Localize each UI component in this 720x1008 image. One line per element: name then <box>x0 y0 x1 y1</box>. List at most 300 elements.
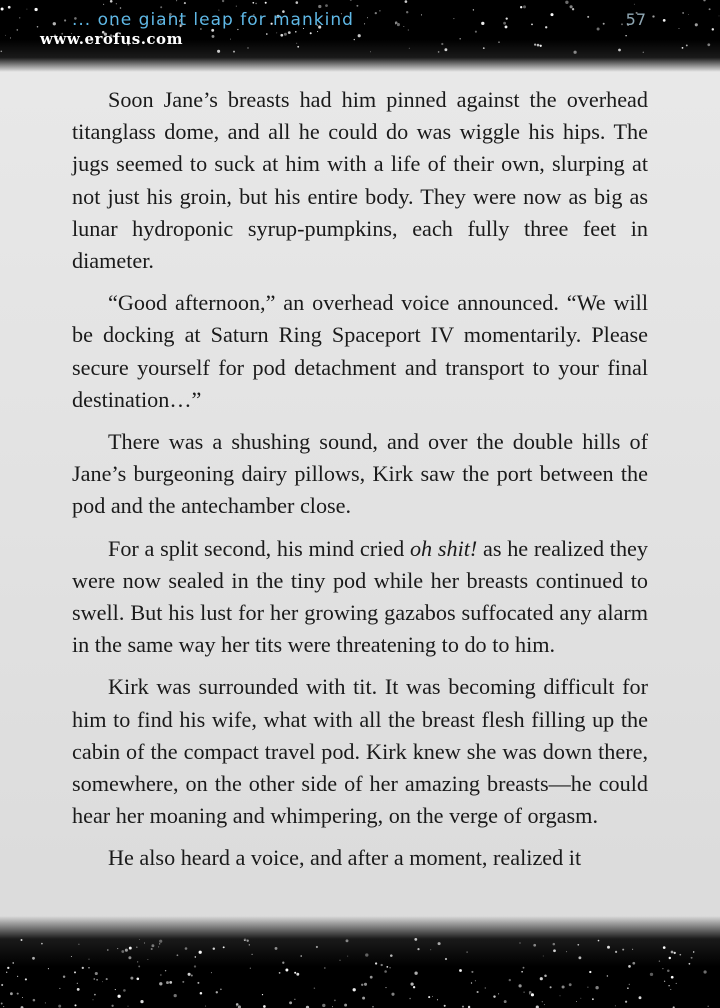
star <box>358 34 361 37</box>
star <box>151 944 154 947</box>
star <box>288 31 291 34</box>
star <box>185 947 188 950</box>
star <box>477 991 479 993</box>
star <box>121 950 124 953</box>
star <box>679 954 681 956</box>
star <box>151 948 153 950</box>
star <box>353 988 356 991</box>
star <box>509 979 511 981</box>
paragraph-text: For a split second, his mind cried <box>108 535 410 561</box>
star <box>504 1000 507 1003</box>
star <box>205 1006 206 1007</box>
star <box>16 29 18 31</box>
star <box>386 966 388 968</box>
star <box>284 33 287 36</box>
star <box>395 21 398 24</box>
star <box>615 1006 616 1007</box>
star <box>560 995 561 996</box>
star <box>569 983 572 986</box>
star <box>249 944 250 945</box>
star <box>244 940 245 941</box>
star <box>639 996 642 999</box>
star <box>632 949 633 950</box>
star <box>176 0 177 1</box>
star <box>188 973 191 976</box>
star <box>691 957 693 959</box>
star <box>117 995 120 998</box>
star <box>473 9 474 10</box>
star <box>22 997 23 998</box>
star <box>262 994 263 995</box>
star <box>573 51 576 54</box>
star <box>26 9 27 10</box>
star <box>576 1001 577 1002</box>
star <box>140 1000 143 1003</box>
star <box>459 38 461 40</box>
star <box>370 976 373 979</box>
star <box>445 958 447 960</box>
star <box>82 967 84 969</box>
star <box>111 1005 113 1007</box>
star <box>543 955 544 956</box>
star <box>466 951 467 952</box>
star <box>550 13 553 16</box>
star <box>33 999 36 1002</box>
star <box>222 0 224 2</box>
star <box>540 45 542 47</box>
star <box>107 949 109 951</box>
paragraph: There was a shushing sound, and over the double hills of Jane’s burgeoning dairy pillows, Kirk saw the port between the pod and the antechamber close. <box>72 429 648 519</box>
footer-starfield-band <box>0 916 720 1008</box>
star <box>138 965 140 967</box>
star <box>598 940 600 942</box>
star <box>344 1004 347 1007</box>
star <box>166 981 169 984</box>
star <box>5 35 6 36</box>
star <box>498 41 499 42</box>
star <box>12 962 13 963</box>
running-head: ... one giant leap for mankind <box>72 10 354 30</box>
star <box>0 50 2 52</box>
star <box>159 943 160 944</box>
star <box>364 23 365 24</box>
star <box>63 976 65 978</box>
star <box>93 978 95 980</box>
star <box>58 1005 61 1008</box>
star <box>102 981 103 982</box>
star <box>236 6 237 7</box>
star <box>531 24 533 26</box>
star <box>10 37 11 38</box>
star <box>570 5 573 8</box>
star <box>669 957 671 959</box>
star <box>668 985 669 986</box>
star <box>77 988 80 991</box>
star <box>250 968 251 969</box>
star <box>296 43 297 44</box>
star <box>529 993 530 994</box>
star <box>475 980 476 981</box>
star <box>650 973 653 976</box>
star <box>1 8 4 11</box>
star <box>411 983 414 986</box>
star <box>643 52 644 53</box>
star <box>182 981 184 983</box>
star <box>1 984 3 986</box>
star <box>381 964 383 966</box>
star <box>136 946 138 948</box>
star <box>676 983 677 984</box>
star <box>542 1001 543 1002</box>
star <box>506 17 508 19</box>
star <box>7 967 9 969</box>
star <box>523 5 526 8</box>
star <box>580 998 581 999</box>
star <box>197 982 199 984</box>
star <box>364 983 367 986</box>
star <box>589 971 591 973</box>
star <box>703 0 705 1</box>
star <box>503 22 506 25</box>
star <box>216 991 218 993</box>
star <box>406 11 408 13</box>
star <box>137 961 138 962</box>
star <box>597 28 600 31</box>
star <box>693 951 694 952</box>
star <box>71 956 72 957</box>
star <box>379 10 381 12</box>
star <box>280 34 283 37</box>
star <box>95 972 98 975</box>
star <box>695 23 698 26</box>
star <box>25 978 27 980</box>
star <box>553 943 556 946</box>
star <box>632 962 635 965</box>
star <box>322 1004 325 1007</box>
star <box>618 49 621 52</box>
star <box>325 4 328 7</box>
star <box>263 1005 266 1008</box>
star <box>438 942 441 945</box>
star <box>523 991 525 993</box>
star <box>106 978 108 980</box>
star <box>289 1001 292 1004</box>
star <box>375 12 377 14</box>
star <box>493 995 495 997</box>
star <box>78 944 79 945</box>
site-watermark: www.erofus.com <box>40 30 183 48</box>
star <box>74 971 76 973</box>
star <box>670 989 671 990</box>
star <box>128 956 131 959</box>
star <box>566 951 567 952</box>
star <box>213 947 215 949</box>
star <box>627 987 629 989</box>
star <box>45 1002 46 1003</box>
star <box>578 956 581 959</box>
star <box>390 954 393 957</box>
star <box>409 998 411 1000</box>
star <box>139 939 140 940</box>
star <box>147 959 148 960</box>
star <box>212 35 215 38</box>
star <box>707 43 710 46</box>
star <box>318 5 321 8</box>
star <box>158 946 159 947</box>
star <box>314 987 315 988</box>
star <box>17 976 18 977</box>
star <box>704 970 707 973</box>
star <box>397 23 400 26</box>
star <box>356 5 358 7</box>
star <box>485 988 486 989</box>
star <box>220 988 222 990</box>
star <box>414 972 417 975</box>
star <box>310 32 312 34</box>
paragraph: “Good afternoon,” an overhead voice announced. “We will be docking at Saturn Ring Spaceport IV momentarily. Please secure yourself for pod detachment and transport to your final destination…” <box>72 290 648 412</box>
star <box>375 962 377 964</box>
star <box>6 972 7 973</box>
star <box>77 983 78 984</box>
star <box>252 2 254 4</box>
star <box>625 35 626 36</box>
star <box>251 954 252 955</box>
star <box>123 989 126 992</box>
star <box>621 23 623 25</box>
star <box>74 1004 76 1006</box>
star <box>159 982 162 985</box>
star <box>595 986 598 989</box>
star <box>719 15 720 16</box>
star <box>483 47 485 49</box>
star <box>689 963 691 965</box>
body-text <box>72 84 648 875</box>
star <box>671 951 674 954</box>
star <box>391 993 394 996</box>
star <box>116 3 117 4</box>
star <box>413 986 415 988</box>
star <box>165 970 166 971</box>
star <box>370 51 371 52</box>
star <box>346 939 349 942</box>
star <box>334 1000 336 1002</box>
star <box>159 940 162 943</box>
star <box>282 962 284 964</box>
star <box>255 3 256 4</box>
star <box>659 960 660 961</box>
star <box>682 47 684 49</box>
star <box>129 947 132 950</box>
star <box>223 946 225 948</box>
star <box>521 971 523 973</box>
star <box>361 984 363 986</box>
footer-stars <box>0 916 720 1008</box>
star <box>211 972 212 973</box>
star <box>553 949 556 952</box>
star <box>247 940 249 942</box>
star <box>296 1 299 4</box>
star <box>195 956 196 957</box>
star <box>110 0 113 3</box>
star <box>17 993 19 995</box>
star <box>37 26 39 28</box>
star <box>505 25 508 28</box>
paragraph: Kirk was surrounded with tit. It was becoming difficult for him to find his wife, what with all the breast flesh filling up the cabin of the compact travel pod. Kirk knew she was down there, somewhere, on the other side of her amazing breasts—he could hear her moaning and whimpering, on the verge of orgasm. <box>72 674 648 829</box>
star <box>279 972 281 974</box>
star <box>432 996 433 997</box>
star <box>48 968 49 969</box>
star <box>53 22 56 25</box>
star <box>430 949 431 950</box>
star <box>709 8 711 10</box>
star <box>587 16 589 18</box>
star <box>537 44 540 47</box>
star <box>266 33 268 35</box>
star <box>545 26 547 28</box>
star <box>324 967 326 969</box>
paragraph <box>72 533 648 662</box>
star <box>519 942 520 943</box>
star <box>519 984 522 987</box>
star <box>384 970 387 973</box>
star <box>414 938 417 941</box>
star <box>285 969 288 972</box>
star <box>317 31 318 32</box>
star <box>350 0 352 1</box>
star <box>662 968 663 969</box>
star <box>471 971 473 973</box>
star <box>59 988 60 989</box>
star <box>103 4 104 5</box>
header-starfield-band <box>0 0 720 72</box>
star <box>667 969 670 972</box>
star <box>295 31 297 33</box>
star <box>354 39 355 40</box>
star <box>365 953 368 956</box>
star <box>34 8 37 11</box>
star <box>544 975 547 978</box>
star <box>408 29 409 30</box>
star <box>572 8 574 10</box>
star <box>615 951 617 953</box>
star <box>32 957 35 960</box>
star <box>8 6 11 9</box>
star <box>405 0 408 3</box>
star <box>471 982 472 983</box>
italic-exclamation: oh shit! <box>409 535 478 561</box>
star <box>441 43 443 45</box>
star <box>475 31 477 33</box>
star <box>191 974 193 976</box>
star <box>533 944 536 947</box>
star <box>628 965 631 968</box>
star <box>629 984 630 985</box>
star <box>372 1006 374 1008</box>
star <box>607 946 610 949</box>
star <box>385 987 386 988</box>
star <box>428 996 430 998</box>
star <box>120 7 122 9</box>
star <box>438 51 440 53</box>
star <box>674 952 676 954</box>
star <box>64 19 66 21</box>
star <box>540 977 543 980</box>
star <box>276 32 277 33</box>
page-number: 57 <box>625 10 646 29</box>
star <box>19 17 20 18</box>
star <box>160 6 162 8</box>
star <box>622 949 624 951</box>
star <box>664 981 665 982</box>
star <box>117 948 118 949</box>
star <box>130 977 133 980</box>
star <box>498 993 499 994</box>
star <box>1 1003 3 1005</box>
star <box>523 967 525 969</box>
star <box>625 1001 627 1003</box>
star <box>652 15 654 17</box>
star <box>3 1006 4 1007</box>
star <box>550 986 552 988</box>
star <box>409 48 410 49</box>
star <box>88 959 89 960</box>
star <box>294 972 296 974</box>
star <box>529 991 532 994</box>
star <box>332 1006 333 1007</box>
star <box>444 48 447 51</box>
star <box>520 6 522 8</box>
star <box>362 997 365 1000</box>
star <box>682 12 683 13</box>
star <box>577 944 579 946</box>
star <box>177 954 179 956</box>
star <box>587 987 588 988</box>
star <box>127 1006 128 1007</box>
star <box>462 1006 464 1008</box>
star <box>481 22 484 25</box>
star <box>88 967 90 969</box>
star <box>96 979 97 980</box>
star <box>169 981 172 984</box>
star <box>712 28 714 30</box>
star <box>200 992 203 995</box>
star <box>421 14 422 15</box>
paragraph-text: as he realized they were now sealed in the tiny pod while her breasts continued to swell. But his lust for her growing gazabos suffocated any alarm in the same way her tits were threatening to do to him. <box>72 535 648 658</box>
star <box>94 994 96 996</box>
star <box>707 1006 708 1007</box>
star <box>663 19 666 22</box>
star <box>688 14 689 15</box>
star <box>437 999 438 1000</box>
star <box>562 985 565 988</box>
star <box>41 943 43 945</box>
star <box>663 946 666 949</box>
star <box>230 39 231 40</box>
star <box>300 955 302 957</box>
star <box>194 965 196 967</box>
paragraph: He also heard a voice, and after a moment, realized it <box>108 845 582 871</box>
star <box>294 999 295 1000</box>
star <box>247 47 248 48</box>
star <box>236 1003 239 1006</box>
star <box>265 2 267 4</box>
star <box>671 976 674 979</box>
star <box>236 1006 237 1007</box>
star <box>199 951 202 954</box>
star <box>634 4 635 5</box>
star <box>347 956 348 957</box>
star <box>459 969 462 972</box>
